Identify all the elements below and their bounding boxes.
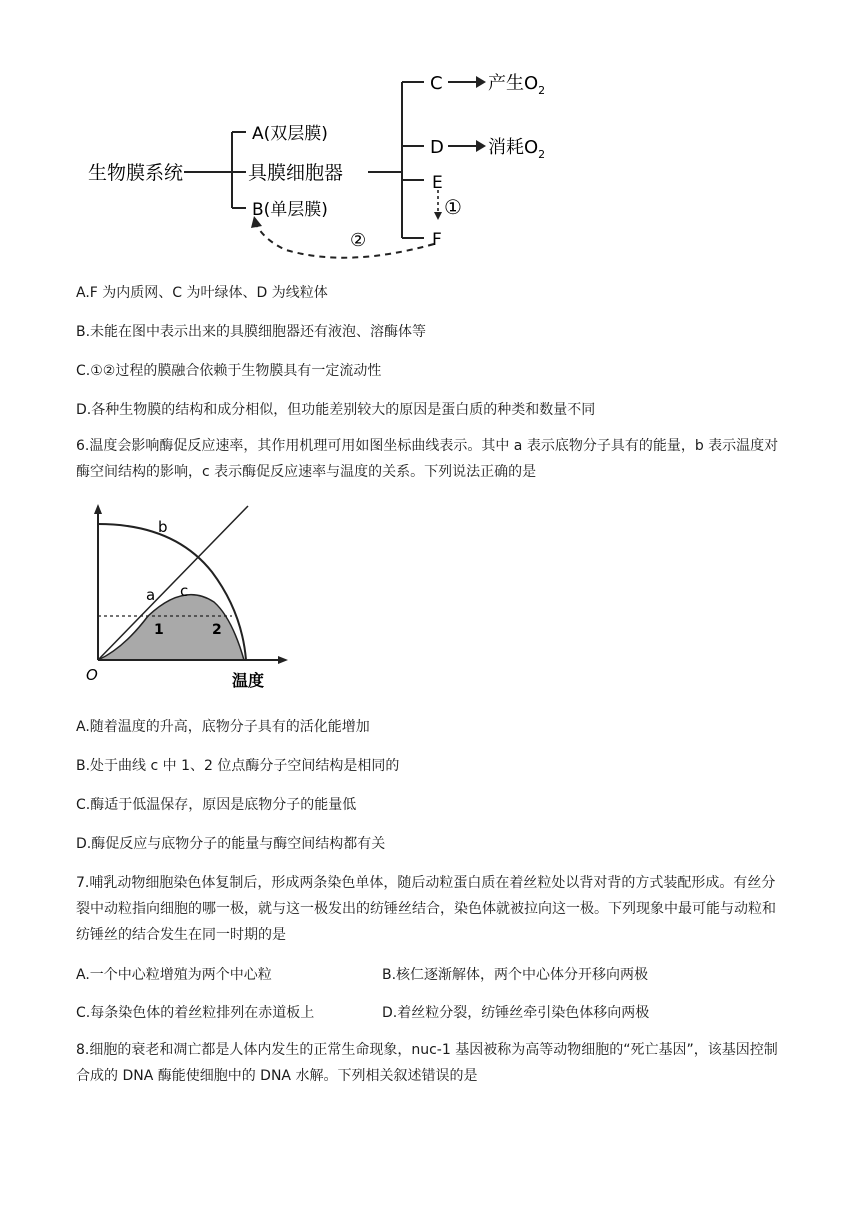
curve-b-label: b <box>158 518 168 536</box>
curve-a-label: a <box>146 586 156 604</box>
q8-stem: 8.细胞的衰老和凋亡都是人体内发生的正常生命现象，nuc-1 基因被称为高等动物细胞的“死亡基因”，该基因控制合成的 DNA 酶能使细胞中的 DNA 水解。下列相关叙述错误的是 <box>76 1042 778 1084</box>
q5-option-a: A.F 为内质网、C 为叶绿体、D 为线粒体 <box>76 285 328 301</box>
diagram-branch-a: A(双层膜) <box>252 124 328 144</box>
q6-option-d: D.酶促反应与底物分子的能量与酶空间结构都有关 <box>76 836 386 852</box>
q6-option-c: C.酶适于低温保存，原因是底物分子的能量低 <box>76 797 357 813</box>
membrane-system-diagram <box>88 42 568 272</box>
point-1-label: 1 <box>154 622 164 638</box>
diagram-branch-mid: 具膜细胞器 <box>248 162 344 184</box>
point-2-label: 2 <box>212 622 222 638</box>
x-axis-label: 温度 <box>232 671 265 690</box>
q5-option-b: B.未能在图中表示出来的具膜细胞器还有液泡、溶酶体等 <box>76 324 427 340</box>
q6-stem: 6.温度会影响酶促反应速率，其作用机理可用如图坐标曲线表示。其中 a 表示底物分子具有的能量，b 表示温度对酶空间结构的影响，c 表示酶促反应速率与温度的关系。下列说法正确的是 <box>76 438 779 480</box>
diagram-root-label: 生物膜系统 <box>88 162 184 184</box>
q5-option-d: D.各种生物膜的结构和成分相似，但功能差别较大的原因是蛋白质的种类和数量不同 <box>76 402 596 418</box>
diagram-node-c: C <box>430 73 443 94</box>
q7-option-d: D.着丝粒分裂，纺锤丝牵引染色体移向两极 <box>382 1005 650 1021</box>
q5-option-c: C.①②过程的膜融合依赖于生物膜具有一定流动性 <box>76 363 382 379</box>
q7-stem: 7.哺乳动物细胞染色体复制后，形成两条染色单体，随后动粒蛋白质在着丝粒处以背对背的方式装配形成。有丝分裂中动粒指向细胞的哪一极，就与这一极发出的纺锤丝结合，染色体就被拉向这一极。下列现象中最可能与动粒和纺锤丝的结合发生在同一时期的是 <box>76 875 776 943</box>
diagram-mark-1: ① <box>444 195 462 219</box>
diagram-mark-2: ② <box>350 230 367 251</box>
q7-option-c: C.每条染色体的着丝粒排列在赤道板上 <box>76 1005 315 1021</box>
diagram-d-output: 消耗$O_2$ <box>488 137 546 161</box>
diagram-c-output: 产生$O_2$ <box>488 73 546 97</box>
diagram-node-f: F <box>432 230 442 250</box>
q6-option-a: A.随着温度的升高，底物分子具有的活化能增加 <box>76 719 370 735</box>
diagram-branch-b: B(单层膜) <box>252 200 328 220</box>
diagram-node-d: D <box>430 137 444 158</box>
temperature-curve-figure <box>84 500 304 695</box>
q6-option-b: B.处于曲线 c 中 1、2 位点酶分子空间结构是相同的 <box>76 758 400 774</box>
q7-option-b: B.核仁逐渐解体，两个中心体分开移向两极 <box>382 967 649 983</box>
q7-option-a: A.一个中心粒增殖为两个中心粒 <box>76 967 272 983</box>
curve-c-label: c <box>180 582 189 600</box>
axis-origin-label: O <box>86 666 98 684</box>
diagram-node-e: E <box>432 173 443 193</box>
